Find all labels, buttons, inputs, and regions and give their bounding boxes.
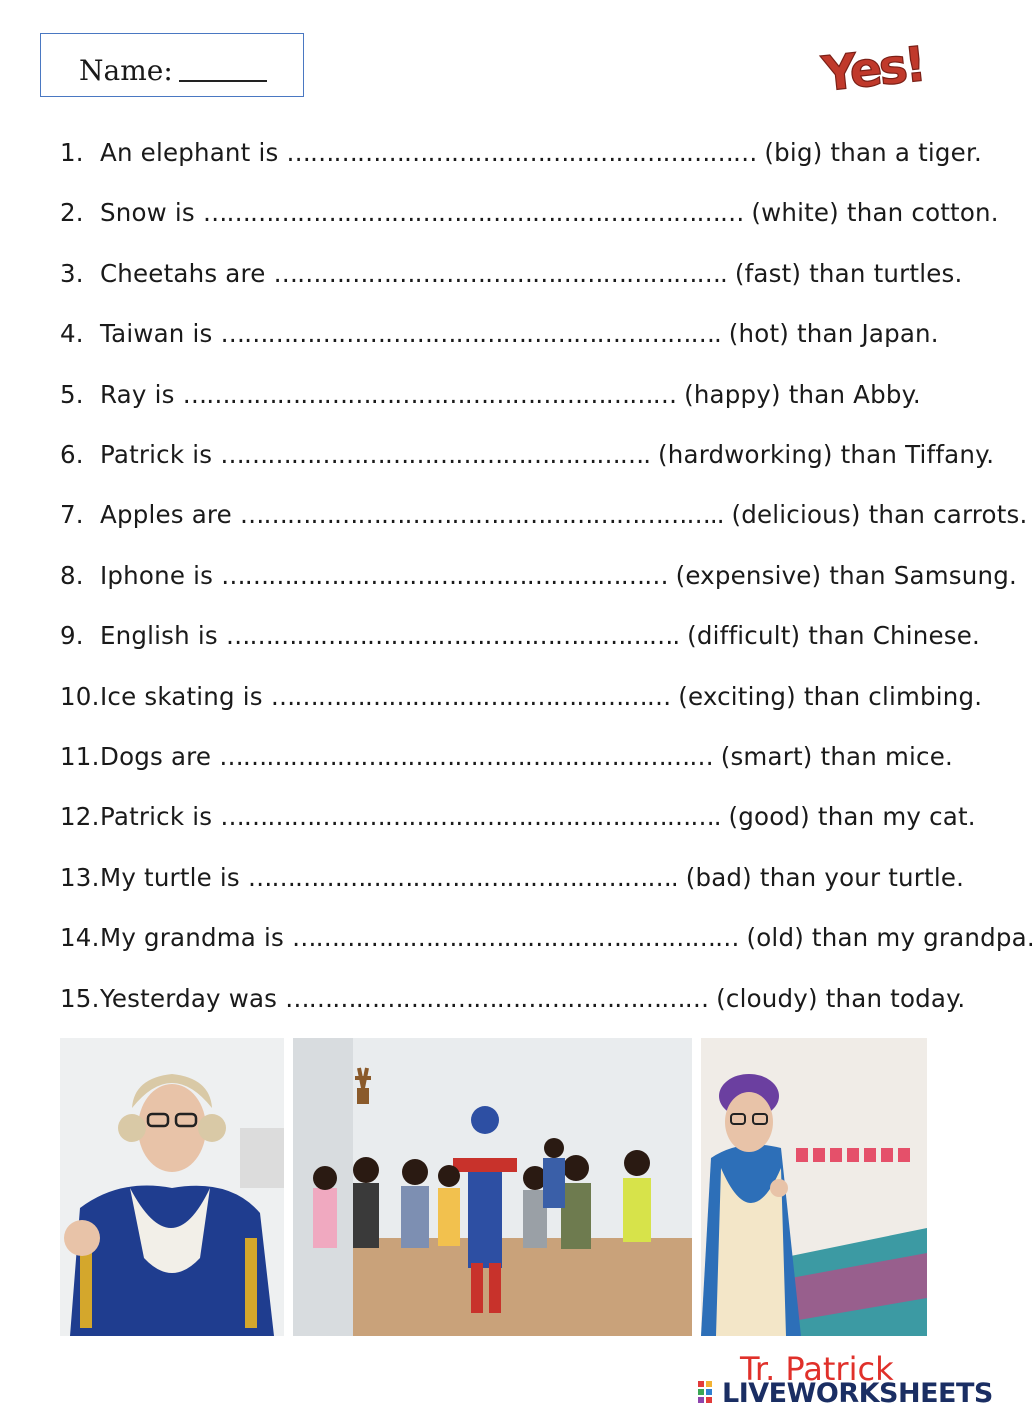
answer-blank[interactable]: ……………………………………………………… [182,379,677,409]
question-stem: Dogs are [100,742,212,771]
question-item [60,621,980,650]
liveworksheets-brand [698,1376,993,1410]
brand-text: LIVEWORKSHEETS [722,1377,993,1409]
question-stem: Patrick is [100,440,213,469]
question-number: 11. [60,742,100,771]
photo-teacher-costume [60,1038,284,1336]
question-stem: An elephant is [100,138,279,167]
question-number: 10. [60,681,100,711]
answer-blank[interactable]: …………………………………………………………… [202,198,744,228]
question-stem: Ice skating is [100,681,263,711]
question-hint: (hot) than Japan. [728,319,939,349]
liveworksheets-logo-icon [698,1379,720,1407]
answer-blank[interactable]: ………………………………………………… [291,923,739,953]
answer-blank[interactable]: ………………………………………………………. [220,319,721,349]
question-hint: (difficult) than Chinese. [687,621,980,651]
question-item [60,682,982,711]
answer-blank[interactable]: ………………………………………………………. [220,802,721,832]
question-item [60,802,976,831]
question-number: 13. [60,862,100,892]
question-item [60,923,1035,952]
photo-teacher-market [701,1038,927,1336]
question-item [60,138,982,167]
question-hint: (good) than my cat. [728,802,976,832]
question-number: 4. [60,319,84,349]
question-number: 3. [60,258,84,288]
answer-blank[interactable]: ………………………………………………… [221,560,668,590]
answer-blank[interactable]: ……………………………………………… [285,983,709,1013]
question-number: 5. [60,379,84,409]
question-stem: Cheetahs are [100,258,266,288]
svg-text:Yes!: Yes! [819,36,927,103]
question-hint: (exciting) than climbing. [678,681,983,711]
yes-logo [818,28,927,103]
name-box [40,33,304,97]
question-stem: Yesterday was [100,983,278,1013]
question-number: 15. [60,983,100,1013]
question-item [60,863,964,892]
answer-blank[interactable]: …………………………………………………….. [239,500,724,530]
question-item [60,561,1017,590]
question-item [60,259,962,288]
question-item [60,319,939,348]
answer-blank[interactable]: …………………………………………………. [225,621,680,651]
answer-blank[interactable]: …………………………………………………… [286,138,757,167]
question-number: 2. [60,198,84,228]
question-item [60,380,921,409]
question-number: 6. [60,440,84,469]
question-hint: (fast) than turtles. [734,258,963,288]
answer-blank[interactable]: …………………………………………………. [273,258,727,288]
question-number: 12. [60,802,100,832]
question-hint: (smart) than mice. [720,742,953,771]
question-stem: English is [100,621,218,651]
question-stem: Ray is [100,379,175,409]
photo-class-group [293,1038,692,1336]
answer-blank[interactable]: ………………………………………………. [220,440,650,469]
question-number: 7. [60,500,84,530]
question-hint: (hardworking) than Tiffany. [658,440,995,469]
question-stem: Iphone is [100,560,214,590]
question-number: 8. [60,560,84,590]
question-hint: (big) than a tiger. [764,138,982,167]
question-hint: (happy) than Abby. [684,379,921,409]
question-hint: (delicious) than carrots. [731,500,1028,530]
question-item [60,500,1027,529]
question-item [60,440,994,469]
question-item [60,198,999,227]
question-number: 9. [60,621,84,651]
question-hint: (expensive) than Samsung. [675,560,1017,590]
question-stem: My grandma is [100,923,284,953]
question-hint: (white) than cotton. [751,198,999,228]
answer-blank[interactable]: ……………………………………………………… [219,742,713,771]
answer-blank[interactable]: …………………………………………… [270,681,671,711]
question-item [60,984,965,1013]
question-stem: Patrick is [100,802,213,832]
answer-blank[interactable]: ………………………………………………. [247,862,678,892]
question-hint: (bad) than your turtle. [685,862,965,892]
question-number: 1. [60,138,84,167]
question-stem: My turtle is [100,862,240,892]
question-number: 14. [60,923,100,953]
name-label: Name: [79,54,173,87]
question-stem: Snow is [100,198,195,228]
question-hint: (cloudy) than today. [716,983,966,1013]
question-stem: Apples are [100,500,232,530]
teacher-signature: Tr. Patrick [740,1350,894,1388]
name-blank[interactable] [179,54,267,82]
question-item [60,742,953,771]
question-stem: Taiwan is [100,319,213,349]
question-hint: (old) than my grandpa. [746,923,1035,953]
